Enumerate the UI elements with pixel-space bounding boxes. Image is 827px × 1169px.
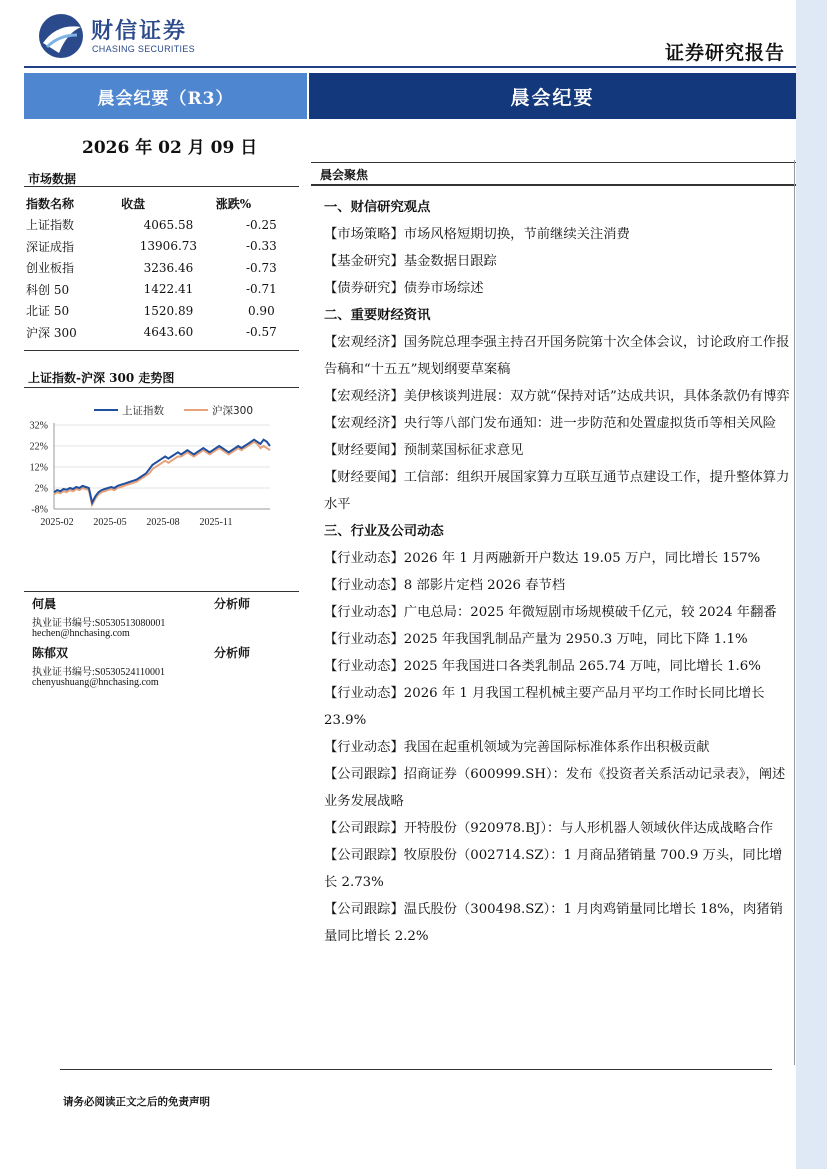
analyst-role: 分析师 <box>214 646 251 660</box>
table-row <box>24 279 307 301</box>
index-close: 3236.46 <box>143 260 194 275</box>
footer-rule <box>60 1069 772 1070</box>
column-header: 收盘 <box>121 196 146 211</box>
list-item: 【市场策略】市场风格短期切换，节前继续关注消费 <box>324 227 630 242</box>
index-change: -0.33 <box>245 239 277 254</box>
report-date: 2026 年 02 月 09 日 <box>82 138 258 158</box>
list-item: 【行业动态】2026 年 1 月两融新开户数达 19.05 万户，同比增长 157% <box>324 551 761 566</box>
column-header: 涨跌% <box>215 196 252 211</box>
y-tick-label: 2% <box>34 483 48 495</box>
legend-label: 沪深300 <box>212 405 254 417</box>
y-tick-label: 22% <box>29 441 48 453</box>
y-tick-label: 12% <box>29 462 48 474</box>
market-bottom-rule <box>24 350 299 351</box>
market-title: 市场数据 <box>28 172 77 186</box>
focus-title: 晨会聚焦 <box>320 168 369 182</box>
x-tick-label: 2025-05 <box>93 517 127 528</box>
focus-list <box>324 194 792 950</box>
market-table-header <box>24 192 307 214</box>
table-row <box>24 214 307 236</box>
index-name: 沪深 300 <box>26 325 77 340</box>
market-table <box>24 192 307 343</box>
list-item: 【行业动态】我国在起重机领域为完善国际标准体系作出积极贡献 <box>324 740 710 755</box>
section-heading: 三、行业及公司动态 <box>324 524 444 539</box>
section-heading: 一、财信研究观点 <box>324 200 431 215</box>
table-row <box>24 236 307 258</box>
index-change: -0.71 <box>245 282 277 297</box>
list-item: 【基金研究】基金数据日跟踪 <box>324 254 497 269</box>
focus-top-rule <box>311 162 796 163</box>
list-item: 【债券研究】债券市场综述 <box>324 281 484 296</box>
list-item: 【财经要闻】工信部：组织开展国家算力互联互通节点建设工作，提升整体算力水平 <box>324 470 790 512</box>
index-close: 13906.73 <box>139 239 198 254</box>
x-tick-label: 2025-08 <box>146 517 180 528</box>
index-close: 4643.60 <box>143 325 194 340</box>
y-tick-label: -8% <box>31 504 48 516</box>
list-item: 【行业动态】2025 年我国进口各类乳制品 265.74 万吨，同比增长 1.6% <box>324 659 761 674</box>
header-rule <box>24 66 796 68</box>
section-heading: 二、重要财经资讯 <box>324 308 431 323</box>
index-close: 1520.89 <box>143 303 194 318</box>
column-divider <box>794 160 795 1065</box>
table-row <box>24 300 307 322</box>
analyst-email: chenyushuang@hnchasing.com <box>32 677 159 688</box>
index-change: -0.73 <box>245 260 277 275</box>
logo-subtext: CHASING SECURITIES <box>92 44 195 54</box>
analyst-name: 陈郁双 <box>32 646 69 660</box>
list-item: 【宏观经济】国务院总理李强主持召开国务院第十次全体会议，讨论政府工作报告稿和“十五五”规划纲要草案稿 <box>324 335 790 377</box>
analyst-cert: 执业证书编号:S0530513080001 <box>32 618 166 629</box>
list-item: 【宏观经济】美伊核谈判进展：双方就“保持对话”达成共识，具体条款仍有博弈 <box>324 389 790 404</box>
logo-text: 财信证券 <box>91 19 188 44</box>
index-change: -0.57 <box>245 325 277 340</box>
analyst-name: 何晨 <box>32 597 57 611</box>
report-type: 证券研究报告 <box>664 42 785 64</box>
index-name: 科创 50 <box>26 282 70 297</box>
list-item: 【财经要闻】预制菜国标征求意见 <box>324 443 524 458</box>
logo-icon <box>37 13 85 59</box>
analyst-email: hechen@hnchasing.com <box>32 628 130 639</box>
index-close: 4065.58 <box>143 217 194 232</box>
list-item: 【行业动态】广电总局：2025 年微短剧市场规模破千亿元，较 2024 年翻番 <box>324 605 777 620</box>
index-trend-chart <box>24 400 284 535</box>
list-item: 【宏观经济】央行等八部门发布通知：进一步防范和处置虚拟货币等相关风险 <box>324 416 777 431</box>
chart-title-rule <box>24 387 299 388</box>
analyst-rule <box>24 591 299 592</box>
series-line-csi300 <box>54 442 270 505</box>
side-strip <box>796 0 827 1169</box>
title-band-left: 晨会纪要（R3） <box>24 73 307 119</box>
x-tick-label: 2025-11 <box>199 517 233 528</box>
table-row <box>24 322 307 344</box>
list-item: 【行业动态】8 部影片定档 2026 春节档 <box>324 578 566 593</box>
analyst-cert: 执业证书编号:S0530524110001 <box>32 667 165 678</box>
index-name: 创业板指 <box>26 261 75 276</box>
x-tick-label: 2025-02 <box>40 517 74 528</box>
column-header: 指数名称 <box>26 196 75 211</box>
list-item: 【公司跟踪】牧原股份（002714.SZ）：1 月商品猪销量 700.9 万头，同比增长 2.73% <box>324 848 783 890</box>
list-item: 【公司跟踪】招商证券（600999.SH）：发布《投资者关系活动记录表》，阐述业务发展战略 <box>324 767 786 809</box>
table-row <box>24 257 307 279</box>
analyst-role: 分析师 <box>214 597 251 611</box>
title-band-right: 晨会纪要 <box>309 73 796 119</box>
y-tick-label: 32% <box>29 420 48 432</box>
index-change: 0.90 <box>247 303 275 318</box>
index-close: 1422.41 <box>143 282 194 297</box>
list-item: 【公司跟踪】开特股份（920978.BJ）：与人形机器人领域伙伴达成战略合作 <box>324 821 774 836</box>
index-change: -0.25 <box>245 217 277 232</box>
list-item: 【行业动态】2026 年 1 月我国工程机械主要产品月平均工作时长同比增长 23.9% <box>324 686 765 728</box>
disclaimer-note: 请务必阅读正文之后的免责声明 <box>63 1096 210 1108</box>
legend-label: 上证指数 <box>122 405 164 417</box>
index-name: 上证指数 <box>26 218 75 233</box>
focus-title-rule <box>311 184 796 186</box>
chart-title: 上证指数-沪深 300 走势图 <box>28 371 175 385</box>
index-name: 北证 50 <box>26 304 70 319</box>
market-title-rule <box>24 186 299 187</box>
list-item: 【公司跟踪】温氏股份（300498.SZ）：1 月肉鸡销量同比增长 18%，肉猪销量同比增长 2.2% <box>324 902 783 944</box>
list-item: 【行业动态】2025 年我国乳制品产量为 2950.3 万吨，同比下降 1.1% <box>324 632 748 647</box>
index-name: 深证成指 <box>26 239 75 254</box>
